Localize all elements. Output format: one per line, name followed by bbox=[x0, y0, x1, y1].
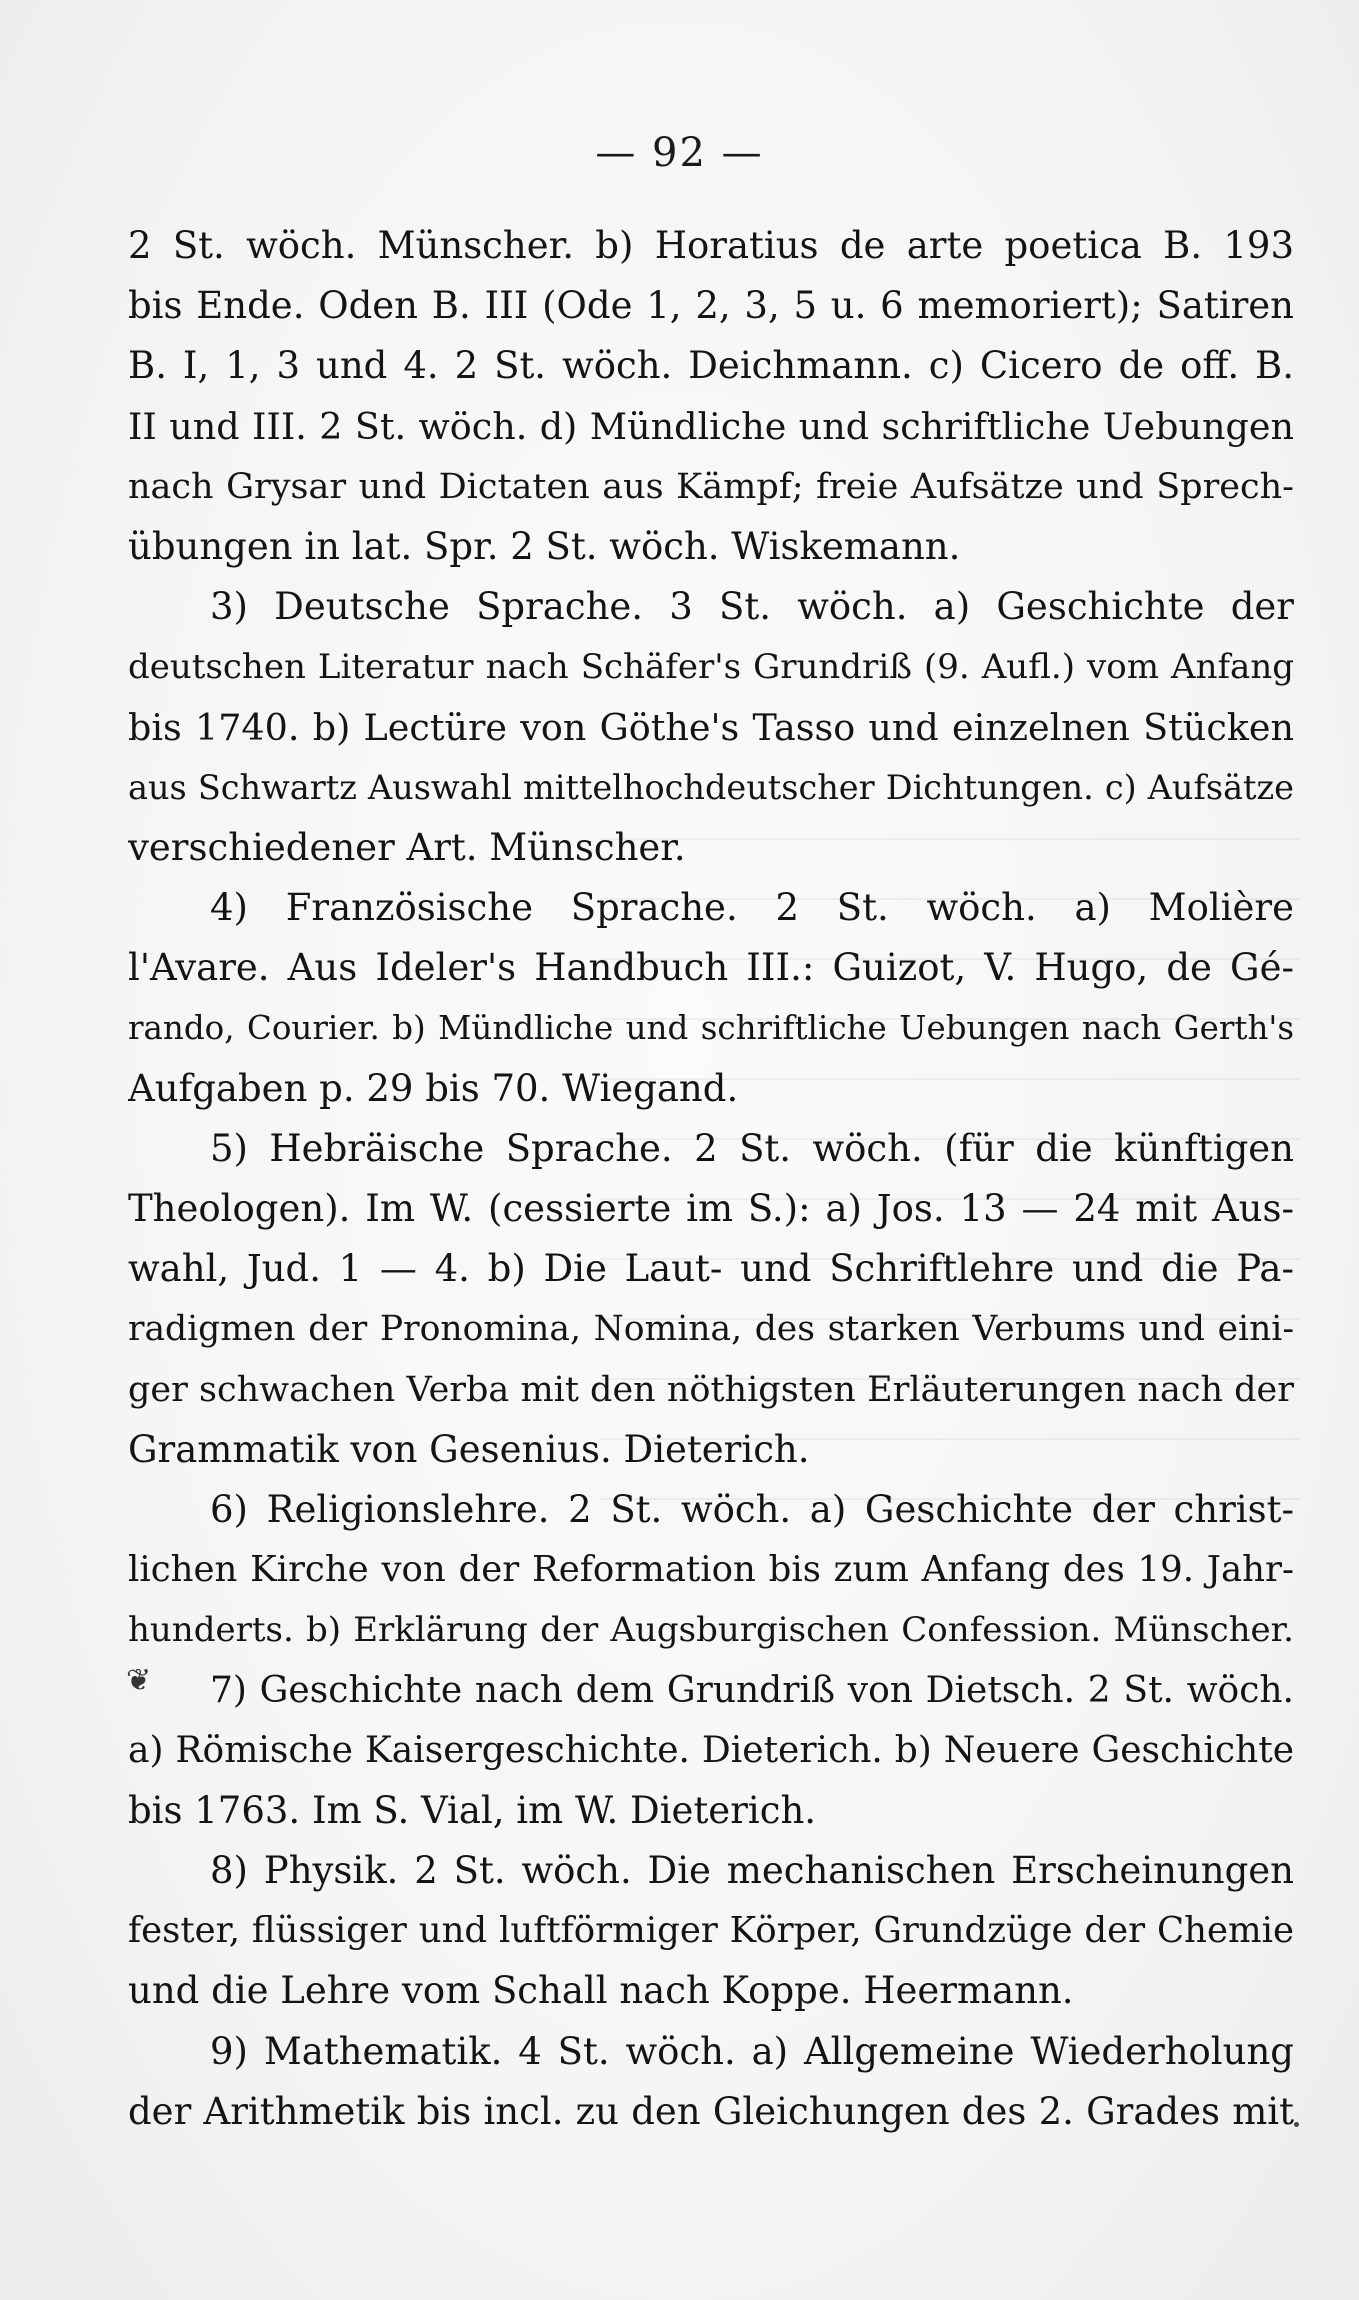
text-line: 4) Französische Sprache. 2 St. wöch. a) Molière bbox=[210, 886, 1294, 930]
text-line: radigmen der Pronomina, Nomina, des starken Verbums und eini- bbox=[128, 1309, 1294, 1350]
text-line: bis 1763. Im S. Vial, im W. Dieterich. bbox=[128, 1788, 817, 1832]
text-line: und die Lehre vom Schall nach Koppe. Heermann. bbox=[128, 1969, 1074, 2013]
text-line: bis 1740. b) Lectüre von Göthe's Tasso und einzelnen Stücken bbox=[128, 705, 1294, 749]
text-line: 5) Hebräische Sprache. 2 St. wöch. (für die künftigen bbox=[210, 1126, 1294, 1170]
text-line: hunderts. b) Erklärung der Augsburgischen Confession. Münscher. bbox=[128, 1610, 1294, 1651]
text-line: 7) Geschichte nach dem Grundriß von Dietsch. 2 St. wöch. bbox=[210, 1669, 1294, 1711]
text-line: rando, Courier. b) Mündliche und schriftliche Uebungen nach Gerth's bbox=[128, 1009, 1294, 1048]
printer-ornament-icon: ❦ bbox=[126, 1663, 152, 1698]
text-line: ger schwachen Verba mit den nöthigsten Erläuterungen nach der bbox=[128, 1369, 1294, 1410]
text-line: B. I, 1, 3 und 4. 2 St. wöch. Deichmann. c) Cicero de off. B. bbox=[128, 344, 1294, 388]
text-line: II und III. 2 St. wöch. d) Mündliche und schriftliche Uebungen bbox=[128, 404, 1294, 448]
text-line: Aufgaben p. 29 bis 70. Wiegand. bbox=[128, 1066, 739, 1110]
text-line: Theologen). Im W. (cessierte im S.): a) Jos. 13 — 24 mit Aus- bbox=[128, 1187, 1294, 1230]
text-line: übungen in lat. Spr. 2 St. wöch. Wiskemann. bbox=[128, 524, 961, 568]
text-line: 3) Deutsche Sprache. 3 St. wöch. a) Geschichte der bbox=[210, 585, 1294, 629]
text-line: 6) Religionslehre. 2 St. wöch. a) Geschichte der christ- bbox=[210, 1487, 1294, 1531]
text-line: wahl, Jud. 1 — 4. b) Die Laut- und Schriftlehre und die Pa- bbox=[128, 1247, 1294, 1291]
text-line: der Arithmetik bis incl. zu den Gleichungen des 2. Grades mit bbox=[128, 2089, 1294, 2133]
text-line: 8) Physik. 2 St. wöch. Die mechanischen Erscheinungen bbox=[210, 1849, 1294, 1893]
text-line: bis Ende. Oden B. III (Ode 1, 2, 3, 5 u. 6 memoriert); Satiren bbox=[128, 284, 1294, 328]
body-text bbox=[128, 216, 1294, 2142]
text-line: l'Avare. Aus Ideler's Handbuch III.: Guizot, V. Hugo, de Gé- bbox=[128, 946, 1294, 990]
text-line: a) Römische Kaisergeschichte. Dieterich. b) Neuere Geschichte bbox=[128, 1729, 1294, 1771]
text-line: nach Grysar und Dictaten aus Kämpf; freie Aufsätze und Sprech- bbox=[128, 466, 1294, 507]
text-line: aus Schwartz Auswahl mittelhochdeutscher Dichtungen. c) Aufsätze bbox=[128, 767, 1294, 807]
text-line: verschiedener Art. Münscher. bbox=[128, 825, 686, 869]
text-line: fester, flüssiger und luftförmiger Körper, Grundzüge der Chemie bbox=[128, 1910, 1294, 1952]
ink-speck bbox=[1294, 2122, 1299, 2127]
text-line: Grammatik von Gesenius. Dieterich. bbox=[128, 1427, 810, 1471]
page-number: — 92 — bbox=[595, 130, 764, 176]
text-line: 9) Mathematik. 4 St. wöch. a) Allgemeine Wiederholung bbox=[210, 2029, 1294, 2073]
text-line: lichen Kirche von der Reformation bis zum Anfang des 19. Jahr- bbox=[128, 1549, 1294, 1591]
text-line: deutschen Literatur nach Schäfer's Grundriß (9. Aufl.) vom Anfang bbox=[128, 647, 1294, 688]
text-line: 2 St. wöch. Münscher. b) Horatius de arte poetica B. 193 bbox=[128, 224, 1294, 267]
